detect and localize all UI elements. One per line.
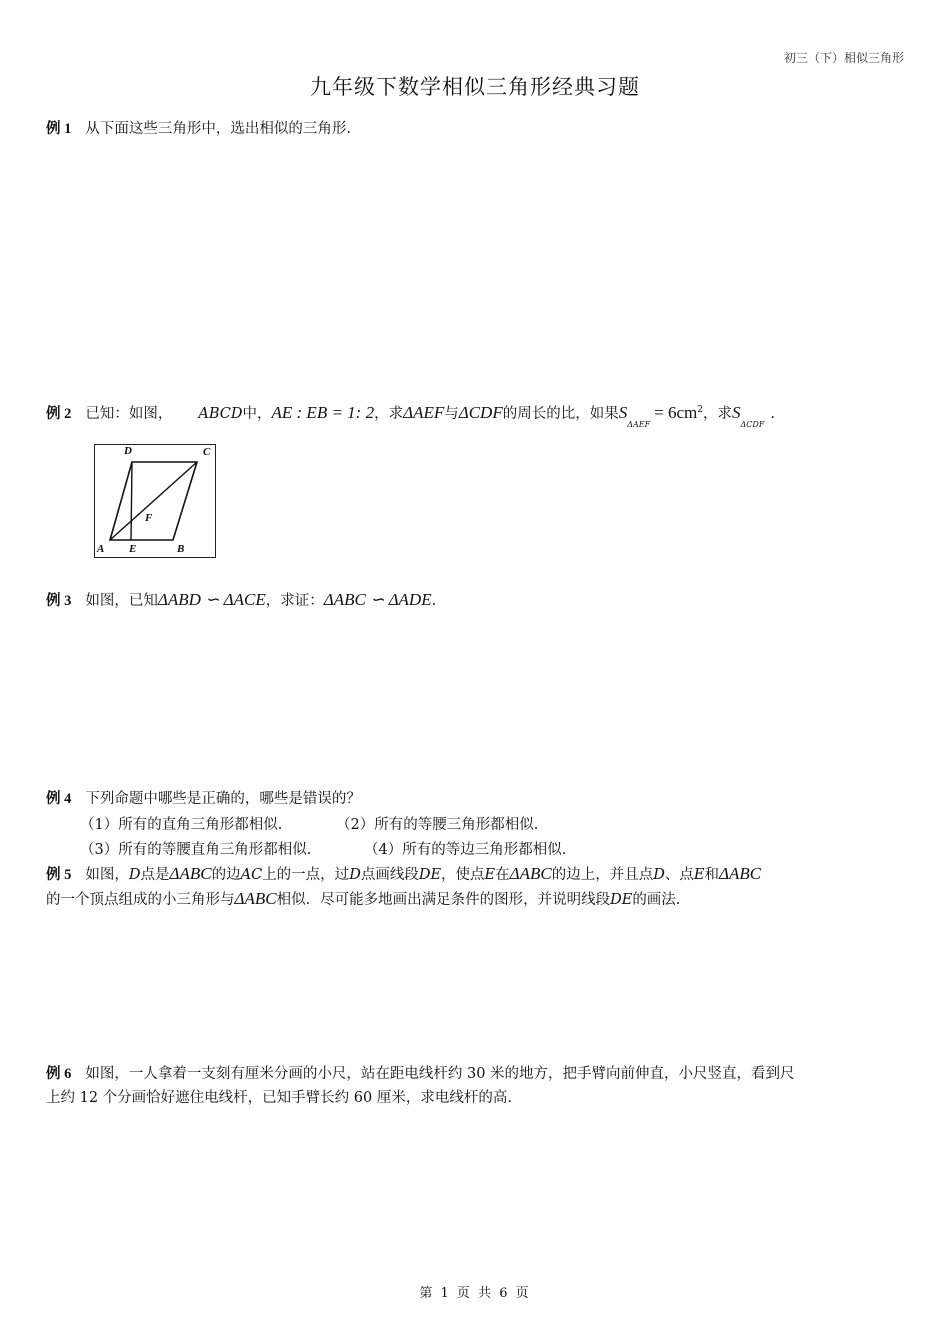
example-2-text-2: 中， <box>242 406 272 422</box>
example-2-text-5: 的周长的比，如果 <box>502 406 619 422</box>
area-value: = 6cm <box>654 403 698 422</box>
example-1-label: 例 1 <box>46 121 72 137</box>
triangle-aef: ΔAEF <box>403 403 445 422</box>
similarity-to-prove: ΔABC ∽ ΔADE <box>323 590 432 609</box>
example-2-text-6: ，求 <box>703 406 733 422</box>
area-symbol-1: S <box>618 403 628 422</box>
proposition-1: （1）所有的直角三角形都相似. <box>80 817 283 833</box>
proposition-3: （3）所有的等腰直角三角形都相似. <box>80 842 312 858</box>
example-2 <box>46 403 775 429</box>
label-d: D <box>124 445 132 457</box>
label-e: E <box>129 543 137 555</box>
example-6-line-2: 上约 12 个分画恰好遮住电线杆，已知手臂长约 60 厘米，求电线杆的高. <box>46 1090 512 1106</box>
proposition-4: （4）所有的等边三角形都相似. <box>364 842 567 858</box>
triangle-cdf: ΔCDF <box>458 403 503 422</box>
example-3-label: 例 3 <box>46 593 72 609</box>
parallelogram-diagram <box>95 445 215 557</box>
example-2-label: 例 2 <box>46 406 72 422</box>
example-3-text-3: . <box>431 593 437 609</box>
label-b: B <box>177 543 185 555</box>
area-subscript-2: ΔCDF <box>740 420 765 429</box>
example-4-text: 下列命题中哪些是正确的，哪些是错误的？ <box>85 791 361 807</box>
example-6-line-1 <box>46 1064 795 1084</box>
area-unit-exponent: 2 <box>697 405 704 415</box>
example-4-label: 例 4 <box>46 791 72 807</box>
example-2-text-7: . <box>770 406 775 422</box>
parallelogram-figure <box>94 444 216 558</box>
example-5-line-2: 的一个顶点组成的小三角形与ΔABC相似．尽可能多地画出满足条件的图形，并说明线段DE的画法. <box>46 889 681 908</box>
segment-de <box>131 462 132 540</box>
example-5-line-1: 例 5 如图，D点是ΔABC的边AC上的一点，过D点画线段DE，使点E在ΔABC的边上，并且点D、点E和ΔABC <box>46 864 762 883</box>
example-2-text-4: 与 <box>444 406 459 422</box>
example-2-text-3: ，求 <box>374 406 404 422</box>
ratio-expression: AE : EB = 1: 2 <box>271 403 375 422</box>
example-1 <box>46 119 351 139</box>
label-a: A <box>97 543 105 555</box>
page-title: 九年级下数学相似三角形经典习题 <box>310 75 640 99</box>
example-4 <box>46 789 361 809</box>
example-3-text-2: ，求证： <box>265 593 324 609</box>
example-6-text-1: 如图，一人拿着一支刻有厘米分画的小尺，站在距电线杆约 30 米的地方，把手臂向前伸直，小尺竖直，看到尺 <box>85 1066 795 1082</box>
example-6-label: 例 6 <box>46 1066 72 1082</box>
header-note: 初三（下）相似三角形 <box>783 51 904 65</box>
example-2-text-1: 已知：如图， <box>85 406 173 422</box>
example-5-label: 例 5 <box>46 867 72 883</box>
page-footer: 第 1 页 共 6 页 <box>419 1286 531 1301</box>
area-symbol-2: S <box>732 403 741 422</box>
proposition-2: （2）所有的等腰三角形都相似. <box>336 817 539 833</box>
label-c: C <box>203 446 211 458</box>
example-3-text-1: 如图，已知 <box>85 593 158 609</box>
area-subscript-1: ΔAEF <box>627 420 651 429</box>
label-f: F <box>145 512 153 524</box>
example-1-text: 从下面这些三角形中，选出相似的三角形. <box>85 121 351 137</box>
diagonal-ac <box>110 462 197 540</box>
similarity-given: ΔABD ∽ ΔACE <box>157 590 266 609</box>
parallelogram-name: ABCD <box>198 406 243 422</box>
example-3 <box>46 590 436 611</box>
